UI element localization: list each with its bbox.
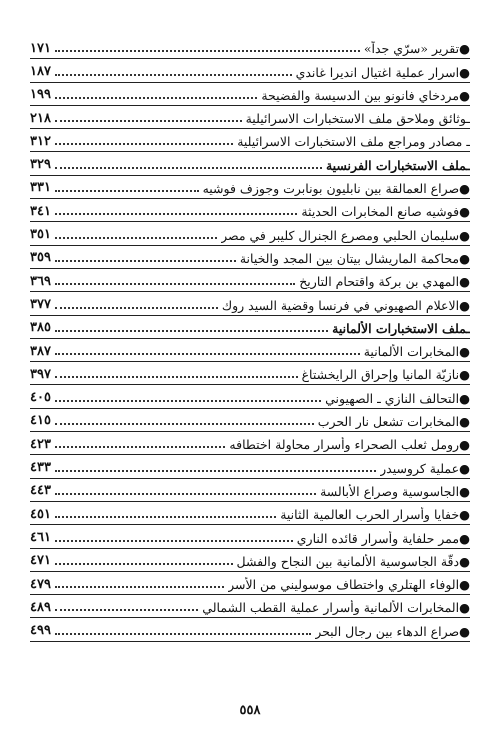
toc-row bbox=[30, 362, 470, 385]
entry-page-number: ٤٧٩ bbox=[30, 576, 51, 592]
dot-leader bbox=[55, 516, 276, 518]
dot-leader bbox=[55, 190, 199, 192]
entry-page-number: ٣٣١ bbox=[30, 180, 51, 196]
dot-leader bbox=[55, 213, 297, 215]
entry-title: ●صراع الدهاء بين رجال البحر bbox=[315, 623, 470, 639]
toc-row bbox=[30, 292, 470, 315]
toc-row bbox=[30, 339, 470, 362]
entry-page-number: ٤٦١ bbox=[30, 529, 51, 545]
toc-row bbox=[30, 176, 470, 199]
toc-row bbox=[30, 269, 470, 292]
entry-title: ●رومل ثعلب الصحراء وأسرار محاولة اختطافه bbox=[229, 437, 470, 453]
entry-page-number: ١٧١ bbox=[30, 40, 51, 56]
dot-leader bbox=[55, 400, 321, 402]
toc-row bbox=[30, 572, 470, 595]
entry-page-number: ٢١٨ bbox=[30, 110, 51, 126]
entry-title: ●الجاسوسية وصراع الأبالسة bbox=[320, 483, 470, 499]
entry-page-number: ٣٥٩ bbox=[30, 250, 51, 266]
dot-leader bbox=[55, 609, 198, 611]
toc-section-row bbox=[30, 316, 470, 339]
toc-row bbox=[30, 59, 470, 82]
toc-row bbox=[30, 106, 470, 129]
entry-title: ●دقّة الجاسوسية الألمانية بين النجاح والفشل bbox=[236, 553, 470, 569]
entry-page-number: ٤٣٣ bbox=[30, 460, 51, 476]
entry-title: ●تقرير «سرّي جداً» bbox=[363, 41, 470, 57]
toc-row bbox=[30, 83, 470, 106]
entry-title: ●محاكمة الماريشال بيتان بين المجد والخيانة bbox=[239, 250, 470, 266]
entry-title: ـ مصادر ومراجع ملف الاستخبارات الاسرائيلية bbox=[237, 134, 470, 150]
entry-title: ●صراع العمالقة بين نابليون بونابرت وجوزف فوشيه bbox=[202, 181, 470, 197]
entry-title: ●المخابرات الألمانية وأسرار عملية القطب الشمالي bbox=[202, 600, 470, 616]
entry-title: ●الوفاء الهتلري واختطاف موسوليني من الأسر bbox=[228, 577, 470, 593]
dot-leader bbox=[55, 330, 328, 332]
section-title: ـملف الاستخبارات الفرنسية bbox=[325, 157, 470, 173]
entry-title: ●ممر حلفاية وأسرار قائده الناري bbox=[296, 530, 470, 546]
dot-leader bbox=[55, 423, 314, 425]
dot-leader bbox=[55, 120, 242, 122]
toc-row bbox=[30, 479, 470, 502]
dot-leader bbox=[55, 540, 293, 542]
toc-row bbox=[30, 129, 470, 152]
toc-row bbox=[30, 549, 470, 572]
entry-title: ●نازيّة المانيا وإحراق الرايخشتاغ bbox=[301, 367, 470, 383]
toc-row bbox=[30, 409, 470, 432]
entry-page-number: ٤٢٣ bbox=[30, 436, 51, 452]
dot-leader bbox=[55, 97, 257, 99]
entry-page-number: ٤٩٩ bbox=[30, 623, 51, 639]
dot-leader bbox=[55, 307, 218, 309]
dot-leader bbox=[55, 586, 224, 588]
entry-title: ●فوشيه صانع المخابرات الحديثة bbox=[301, 204, 470, 220]
toc-section-row bbox=[30, 152, 470, 175]
dot-leader bbox=[55, 50, 360, 52]
dot-leader bbox=[55, 353, 360, 355]
dot-leader bbox=[55, 260, 236, 262]
toc-row bbox=[30, 618, 470, 641]
entry-page-number: ٣٧٧ bbox=[30, 296, 51, 312]
entry-title: ●خفايا وأسرار الحرب العالمية الثانية bbox=[280, 507, 470, 523]
toc-row bbox=[30, 385, 470, 408]
toc-row bbox=[30, 199, 470, 222]
entry-page-number: ٣٩٧ bbox=[30, 366, 51, 382]
toc-row bbox=[30, 525, 470, 548]
entry-page-number: ٤١٥ bbox=[30, 413, 51, 429]
entry-page-number: ١٩٩ bbox=[30, 87, 51, 103]
entry-title: ●الاعلام الصهيوني في فرنسا وقضية السيد روك bbox=[221, 297, 470, 313]
dot-leader bbox=[55, 376, 298, 378]
entry-title: ●المهدي بن بركة واقتحام التاريخ bbox=[299, 274, 470, 290]
toc-row bbox=[30, 455, 470, 478]
entry-page-number: ٣٥١ bbox=[30, 227, 51, 243]
entry-page-number: ٣٢٩ bbox=[30, 157, 51, 173]
entry-title: ●التحالف النازي ـ الصهيوني bbox=[325, 390, 470, 406]
dot-leader bbox=[55, 563, 233, 565]
entry-page-number: ٤٤٣ bbox=[30, 483, 51, 499]
dot-leader bbox=[55, 283, 295, 285]
entry-page-number: ٣٦٩ bbox=[30, 273, 51, 289]
entry-title: ●عملية كروسيدر bbox=[380, 460, 470, 476]
dot-leader bbox=[55, 143, 233, 145]
entry-page-number: ٤٨٩ bbox=[30, 599, 51, 615]
entry-page-number: ٣٨٥ bbox=[30, 320, 51, 336]
dot-leader bbox=[55, 470, 376, 472]
toc-row bbox=[30, 246, 470, 269]
dot-leader bbox=[55, 167, 322, 169]
dot-leader bbox=[55, 237, 217, 239]
entry-title: ●المخابرات الألمانية bbox=[363, 344, 470, 360]
entry-page-number: ٣٤١ bbox=[30, 203, 51, 219]
entry-page-number: ٣١٢ bbox=[30, 133, 51, 149]
entry-page-number: ٤٠٥ bbox=[30, 390, 51, 406]
entry-title: ●سليمان الحلبي ومصرع الجنرال كليبر في مصر bbox=[221, 227, 470, 243]
toc-row bbox=[30, 432, 470, 455]
toc-row bbox=[30, 36, 470, 59]
entry-title: ●اسرار عملية اغتيال انديرا غاندي bbox=[295, 64, 470, 80]
dot-leader bbox=[55, 74, 292, 76]
entry-page-number: ٤٥١ bbox=[30, 506, 51, 522]
table-of-contents bbox=[30, 36, 470, 642]
dot-leader bbox=[55, 633, 311, 635]
entry-title: ●المخابرات تشعل نار الحرب bbox=[317, 414, 470, 430]
entry-page-number: ١٨٧ bbox=[30, 64, 51, 79]
dot-leader bbox=[55, 493, 316, 495]
toc-row bbox=[30, 502, 470, 525]
toc-row bbox=[30, 222, 470, 245]
entry-page-number: ٤٧١ bbox=[30, 553, 51, 569]
section-title: ـملف الاستخبارات الألمانية bbox=[332, 320, 470, 336]
page-number: ٥٥٨ bbox=[239, 703, 261, 718]
entry-title: ●مردخاي فانونو بين الدسيسة والفضيحة bbox=[261, 87, 470, 103]
entry-title: ـوثائق وملاحق ملف الاستخبارات الاسرائيلية bbox=[245, 111, 470, 127]
entry-page-number: ٣٨٧ bbox=[30, 343, 51, 359]
toc-row bbox=[30, 595, 470, 618]
dot-leader bbox=[55, 446, 225, 448]
